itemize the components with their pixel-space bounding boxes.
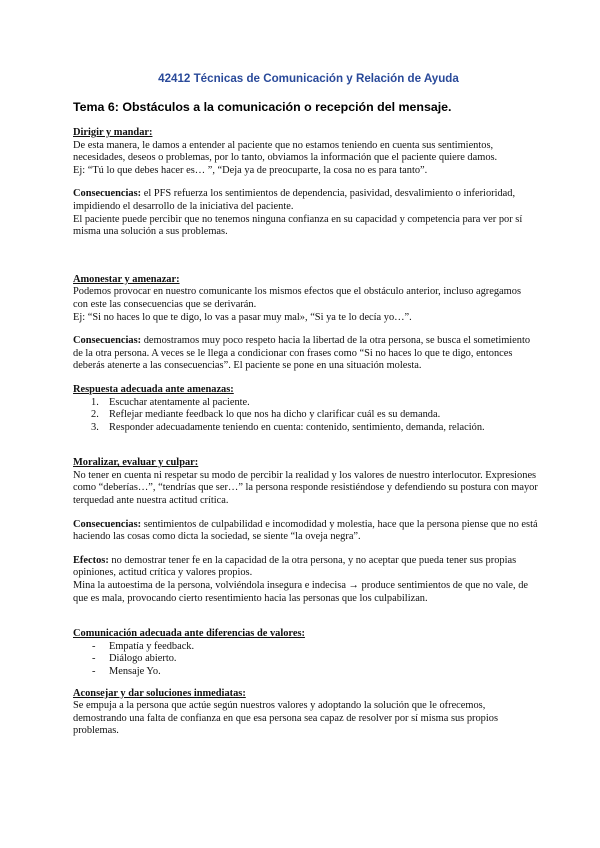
subsection-heading: Respuesta adecuada ante amenazas: [73, 383, 234, 395]
effects-paragraph [73, 555, 538, 580]
consequences-label: Consecuencias: [73, 518, 142, 530]
consequences-paragraph [73, 188, 538, 213]
list-item [73, 653, 538, 666]
numbered-list [73, 397, 538, 435]
list-number: 2. [91, 409, 99, 421]
paragraph: Se empuja a la persona que actúe según nuestros valores y adoptando la solución que le ofrecemos, demostrando una falta de confianza en que esa persona sea capaz de resolver por sí misma sus propios problemas. [73, 700, 498, 737]
consequences-label: Consecuencias: [73, 335, 142, 347]
list-number: 1. [91, 396, 99, 408]
course-title: 42412 Técnicas de Comunicación y Relación de Ayuda [158, 72, 459, 85]
section-heading: Amonestar y amenazar: [73, 273, 180, 285]
list-item [73, 422, 538, 435]
example-paragraph: Ej: “Tú lo que debes hacer es… ”, “Deja ya de preocuparte, la cosa no es para tanto”. [73, 164, 428, 176]
topic-title: Tema 6: Obstáculos a la comunicación o recepción del mensaje. [73, 100, 452, 114]
dash-list [73, 641, 538, 679]
example-paragraph: Ej: “Si no haces lo que te digo, lo vas a pasar muy mal», “Si ya te lo decía yo…”. [73, 311, 412, 323]
list-text: Responder adecuadamente teniendo en cuenta: contenido, sentimiento, demanda, relación. [109, 421, 485, 433]
list-text: Diálogo abierto. [109, 653, 177, 665]
paragraph: Podemos provocar en nuestro comunicante los mismos efectos que el obstáculo anterior, incluso agregamos con este las consecuencias que se derivarán. [73, 286, 521, 310]
section-heading: Aconsejar y dar soluciones inmediatas: [73, 687, 246, 699]
section-moralizar-evaluar-culpar [73, 457, 538, 605]
list-dash: - [92, 640, 96, 652]
paragraph: De esta manera, le damos a entender al paciente que no estamos teniendo en cuenta sus sentimientos, necesidades, deseos o problemas, por lo tanto, obviamos la información que el paciente quiere damos. [73, 139, 498, 164]
consequences-paragraph [73, 335, 538, 373]
section-heading: Moralizar, evaluar y culpar: [73, 457, 199, 469]
consequences-paragraph [73, 519, 538, 544]
section-amonestar-amenazar [73, 274, 538, 435]
list-item [73, 397, 538, 410]
section-aconsejar-soluciones [73, 688, 538, 738]
list-dash: - [92, 666, 96, 677]
section-comunicacion-adecuada [73, 628, 538, 678]
list-item [73, 666, 538, 679]
list-text: Reflejar mediante feedback lo que nos ha dicho y clarificar cuál es su demanda. [109, 409, 441, 421]
consequences-text: el PFS refuerza los sentimientos de dependencia, pasividad, desvalimiento o inferioridad, impidiendo el desarrollo de la iniciativa del paciente. [73, 188, 516, 212]
effects-text: no demostrar tener fe en la capacidad de la otra persona, y no aceptar que pueda tener sus propias opiniones, actitud crítica y valores propios. [73, 554, 517, 579]
list-text: Mensaje Yo. [109, 666, 161, 677]
section-heading: Comunicación adecuada ante diferencias de valores: [73, 628, 305, 640]
paragraph: Mina la autoestima de la persona, volviéndola insegura e indecisa → produce sentimientos de que no vale, de que es mala, provocando cierto resentimiento hacia las personas que los culpabilizan. [73, 580, 529, 604]
list-text: Escuchar atentamente al paciente. [109, 396, 250, 408]
consequences-text: sentimientos de culpabilidad e incomodidad y molestia, hace que la persona piense que no está haciendo las cosas como dicta la sociedad, se siente “la oveja negra”. [73, 518, 538, 543]
paragraph: El paciente puede percibir que no tenemos ninguna confianza en su capacidad y competencia para ver por sí misma una solución a sus problemas. [73, 213, 523, 238]
paragraph: No tener en cuenta ni respetar su modo de percibir la realidad y los valores de nuestro interlocutor. Expresiones como “deberías…”, “tendrías que ser…” la persona responde resistiéndose y defendiendo su postura con mayor terquedad ante nuestra actitud crítica. [73, 469, 538, 507]
list-item [73, 409, 538, 422]
list-text: Empatía y feedback. [109, 640, 195, 652]
section-dirigir-mandar [73, 127, 538, 239]
list-dash: - [92, 653, 96, 665]
effects-label: Efectos: [73, 554, 109, 566]
list-number: 3. [91, 421, 99, 433]
list-item [73, 641, 538, 654]
consequences-text: demostramos muy poco respeto hacia la libertad de la otra persona, se busca el sometimiento de la otra persona. A veces se le llega a condicionar con frases como “Si no haces lo que te digo, entonces deberás atenerte a las consecuencias”. El paciente se pone en una situación molesta. [73, 335, 531, 372]
consequences-label: Consecuencias: [73, 188, 142, 200]
section-heading: Dirigir y mandar: [73, 127, 153, 138]
